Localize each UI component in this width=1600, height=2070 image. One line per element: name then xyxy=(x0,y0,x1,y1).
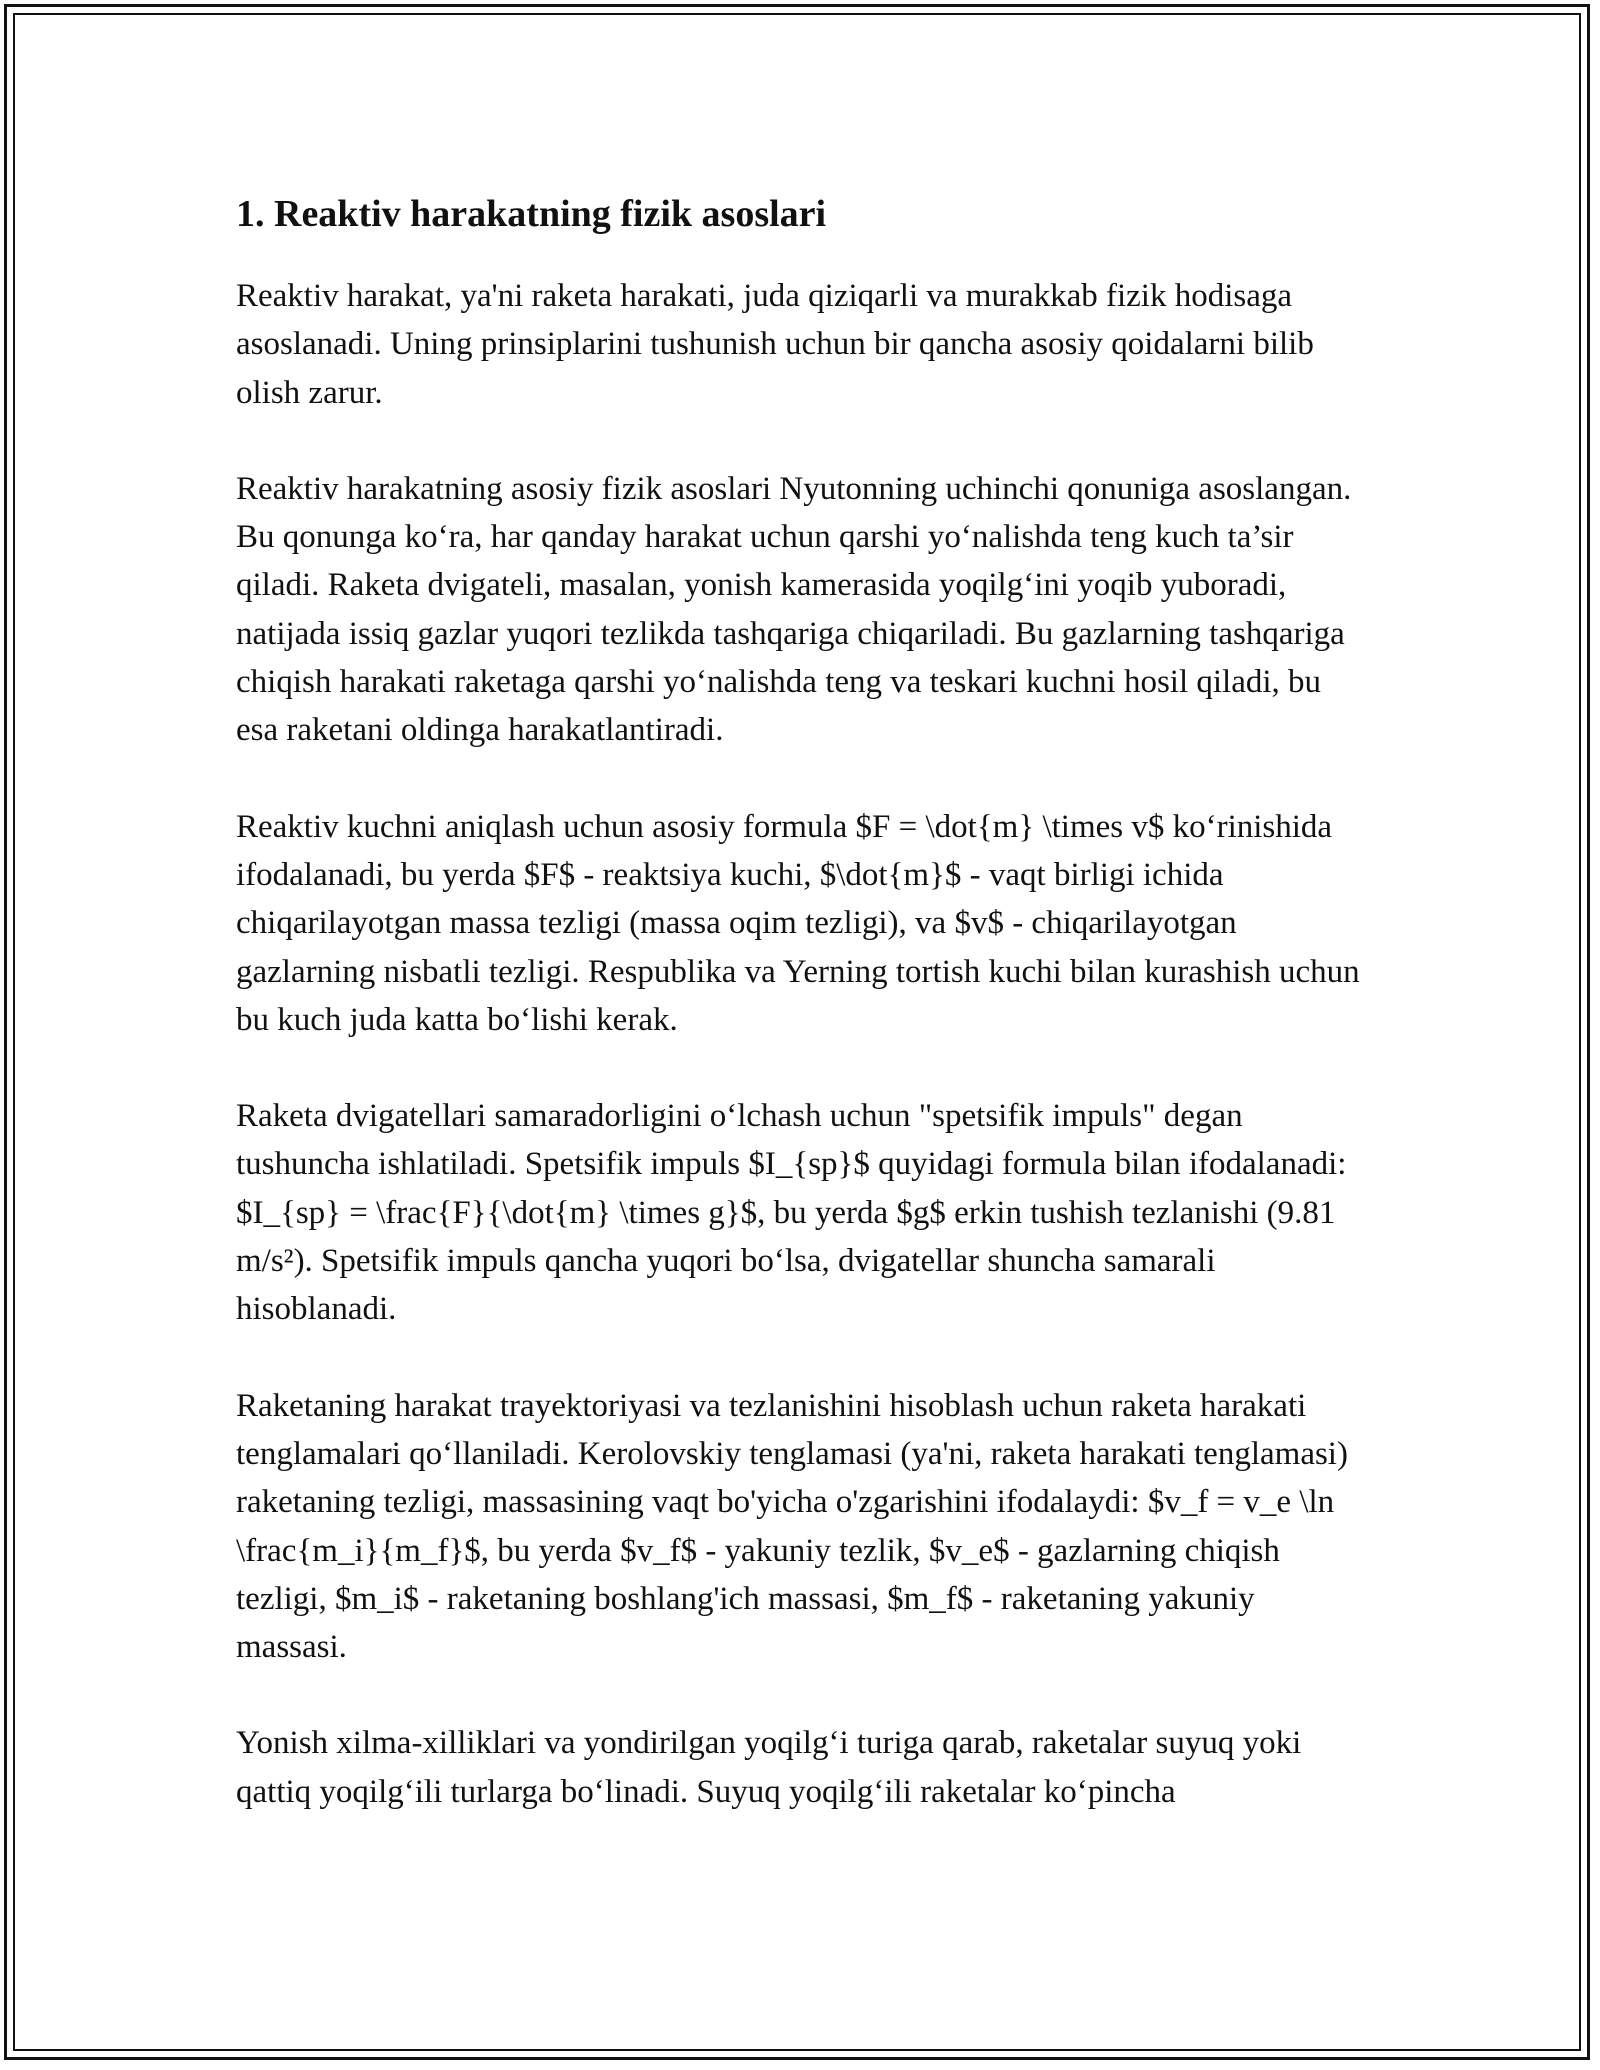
paragraph-specific-impulse: Raketa dvigatellari samaradorligini o‘lchash uchun "spetsifik impuls" degan tushuncha ishlatiladi. Spetsifik impuls $I_{sp}$ quyidagi formula bilan ifodalanadi: $I_{sp} = \frac{F}{\dot{m} \times g}$, bu yerda $g$ erkin tushish tezlanishi (9.81 m/s²). Spetsifik impuls qancha yuqori bo‘lsa, dvigatellar shuncha samarali hisoblanadi. xyxy=(236,1098,1347,1328)
paragraph-thrust-formula: Reaktiv kuchni aniqlash uchun asosiy formula $F = \dot{m} \times v$ ko‘rinishida ifodalanadi, bu yerda $F$ - reaktsiya kuchi, $\dot{m}$ - vaqt birligi ichida chiqarilayotgan massa tezligi (massa oqim tezligi), va $v$ - chiqarilayotgan gazlarning nisbatli tezligi. Respublika va Yerning tortish kuchi bilan kurashish uchun bu kuch juda katta bo‘lishi kerak. xyxy=(236,808,1360,1038)
paragraph-fuel-types: Yonish xilma-xilliklari va yondirilgan yoqilg‘i turiga qarab, raketalar suyuq yoki qattiq yoqilg‘ili turlarga bo‘linadi. Suyuq yoqilg‘ili raketalar ko‘pincha xyxy=(236,1725,1302,1810)
section-heading: 1. Reaktiv harakatning fizik asoslari xyxy=(236,193,827,235)
paragraph-rocket-equation: Raketaning harakat trayektoriyasi va tezlanishini hisoblash uchun raketa harakati tenglamalari qo‘llaniladi. Kerolovskiy tenglamasi (ya'ni, raketa harakati tenglamasi) raketaning tezligi, massasining vaqt bo'yicha o'zgarishini ifodalaydi: $v_f = v_e \ln \frac{m_i}{m_f}$, bu yerda $v_f$ - yakuniy tezlik, $v_e$ - gazlarning chiqish tezligi, $m_i$ - raketaning boshlang'ich massasi, $m_f$ - raketaning yakuniy massasi. xyxy=(236,1387,1348,1666)
paragraph-intro: Reaktiv harakat, ya'ni raketa harakati, juda qiziqarli va murakkab fizik hodisaga asoslanadi. Uning prinsiplarini tushunish uchun bir qancha asosiy qoidalarni bilib olish zarur. xyxy=(236,278,1314,411)
paragraph-newton-law: Reaktiv harakatning asosiy fizik asoslari Nyutonning uchinchi qonuniga asoslangan. Bu qonunga ko‘ra, har qanday harakat uchun qarshi yo‘nalishda teng kuch ta’sir qiladi. Raketa dvigateli, masalan, yonish kamerasida yoqilg‘ini yoqib yuboradi, natijada issiq gazlar yuqori tezlikda tashqariga chiqariladi. Bu gazlarning tashqariga chiqish harakati raketaga qarshi yo‘nalishda teng va teskari kuchni hosil qiladi, bu esa raketani oldinga harakatlantiradi. xyxy=(236,470,1352,749)
document-body xyxy=(236,186,1366,1864)
